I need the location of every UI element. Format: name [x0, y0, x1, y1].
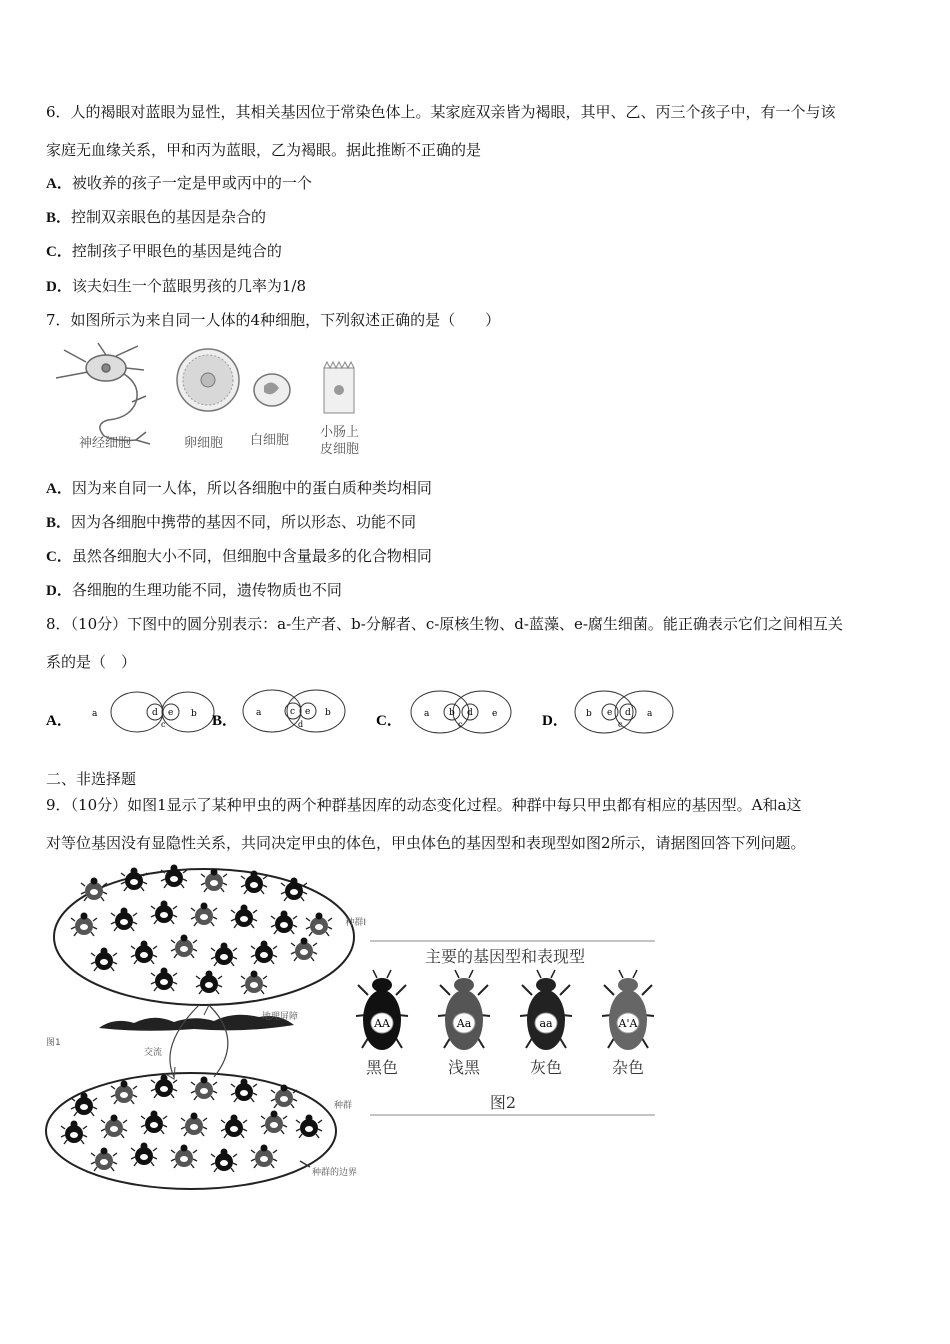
svg-text:d: d [298, 720, 304, 729]
svg-text:e: e [492, 709, 498, 719]
q7-option-c: C．虽然各细胞大小不同，但细胞中含量最多的化合物相同 [46, 547, 432, 565]
q6-stem-line1: 6．人的褐眼对蓝眼为显性，其相关基因位于常染色体上。某家庭双亲皆为褐眼，其甲、乙、丙三个孩子中，有一个与该 [46, 103, 836, 121]
svg-text:a: a [424, 709, 430, 719]
egg-cell-label: 卵细胞 [184, 436, 224, 451]
svg-text:e: e [305, 707, 311, 717]
genotype-label: AA [374, 1017, 390, 1030]
neuron-illustration [56, 343, 150, 444]
q8-stem-line2: 系的是（ ） [46, 653, 137, 671]
venn-choice-c [376, 691, 511, 733]
genotype-beetle-4 [602, 970, 654, 1077]
q8-stem-line1: 8．（10分）下图中的圆分别表示：a-生产者、b-分解者、c-原核生物、d-蓝藻、e-腐生细菌。能正确表示它们之间相互关 [46, 615, 843, 633]
q9-stem-line2: 对等位基因没有显隐性关系，共同决定甲虫的体色，甲虫体色的基因型和表现型如图2所示，请据图回答下列问题。 [46, 834, 806, 852]
figure2-genotypes [365, 940, 655, 1120]
q6-stem-line2: 家庭无血缘关系，甲和丙为蓝眼，乙为褐眼。据此推断不正确的是 [46, 141, 482, 159]
svg-text:b: b [325, 708, 331, 718]
epithelial-label-1: 小肠上 [320, 425, 360, 440]
figure2-beetles [356, 970, 654, 1077]
phenotype-label: 浅黑 [447, 1058, 481, 1077]
figure1-label: 图1 [46, 1038, 61, 1048]
neuron-label: 神经细胞 [79, 436, 132, 451]
choice-d-key: D． [542, 713, 568, 729]
white-blood-cell-label: 白细胞 [250, 433, 290, 448]
venn-choice-a [46, 692, 214, 732]
exchange-arrow-up [170, 1005, 199, 1077]
svg-text:a: a [647, 709, 653, 719]
svg-text:a: a [92, 709, 98, 719]
genotype-beetle-3 [520, 970, 572, 1077]
svg-text:d: d [625, 708, 631, 718]
epithelial-label-2: 皮细胞 [320, 442, 360, 457]
svg-text:e: e [607, 708, 613, 718]
venn-choice-d [542, 691, 673, 733]
boundary-label: 种群的边界 [312, 1168, 358, 1178]
q6-option-a: A．被收养的孩子一定是甲或丙中的一个 [46, 174, 312, 192]
q6-option-b: B．控制双亲眼色的基因是杂合的 [46, 208, 267, 226]
q6-option-d: D．该夫妇生一个蓝眼男孩的几率为1/8 [46, 277, 306, 295]
choice-a-key: A． [46, 713, 72, 729]
svg-text:b: b [191, 709, 197, 719]
svg-text:b: b [586, 709, 592, 719]
phenotype-label: 灰色 [529, 1058, 563, 1077]
genotype-label: A'A [618, 1017, 638, 1030]
q6-option-c: C．控制孩子甲眼色的基因是纯合的 [46, 242, 282, 260]
q7-option-a: A．因为来自同一人体，所以各细胞中的蛋白质种类均相同 [46, 479, 432, 497]
q7-option-d: D．各细胞的生理功能不同，遗传物质也不同 [46, 581, 342, 599]
svg-text:b: b [449, 708, 455, 718]
population1-label: 种群Ⅰ [345, 918, 366, 928]
choice-b-key: B． [212, 713, 238, 729]
egg-cell-illustration [177, 349, 239, 411]
choice-c-key: C． [376, 713, 402, 729]
genotype-label: aa [539, 1017, 553, 1030]
svg-text:c: c [290, 707, 296, 717]
figure2-title: 主要的基因型和表现型 [424, 947, 586, 966]
svg-text:d: d [152, 708, 158, 718]
section-heading: 二、非选择题 [46, 770, 137, 788]
svg-text:c: c [458, 720, 463, 729]
q7-stem: 7．如图所示为来自同一人体的4种细胞，下列叙述正确的是（ ） [46, 311, 501, 329]
svg-text:c: c [161, 720, 166, 729]
venn-choice-b [212, 690, 345, 732]
q8-venn-choices [40, 685, 690, 745]
phenotype-label: 黑色 [365, 1058, 399, 1077]
genotype-beetle-2 [438, 970, 490, 1077]
barrier-label: 地理屏障 [262, 1012, 299, 1022]
epithelial-cell-illustration [324, 362, 354, 413]
svg-text:a: a [256, 708, 262, 718]
exchange-label: 交流 [144, 1048, 163, 1058]
q7-cell-figure [46, 340, 376, 465]
q9-stem-line1: 9．（10分）如图1显示了某种甲虫的两个种群基因库的动态变化过程。种群中每只甲虫都有相应的基因型。A和a这 [46, 796, 802, 814]
svg-text:e: e [168, 708, 174, 718]
population2-label: 种群 [334, 1101, 353, 1111]
exchange-arrow-down [209, 1005, 228, 1077]
white-blood-cell-illustration [254, 374, 290, 406]
q7-option-b: B．因为各细胞中携带的基因不同，所以形态、功能不同 [46, 513, 417, 531]
svg-text:d: d [467, 708, 473, 718]
phenotype-label: 杂色 [611, 1058, 645, 1077]
figure1-populations [44, 865, 374, 1200]
svg-text:c: c [618, 720, 623, 729]
figure2-label: 图2 [489, 1093, 517, 1112]
genotype-label: Aa [456, 1017, 472, 1030]
